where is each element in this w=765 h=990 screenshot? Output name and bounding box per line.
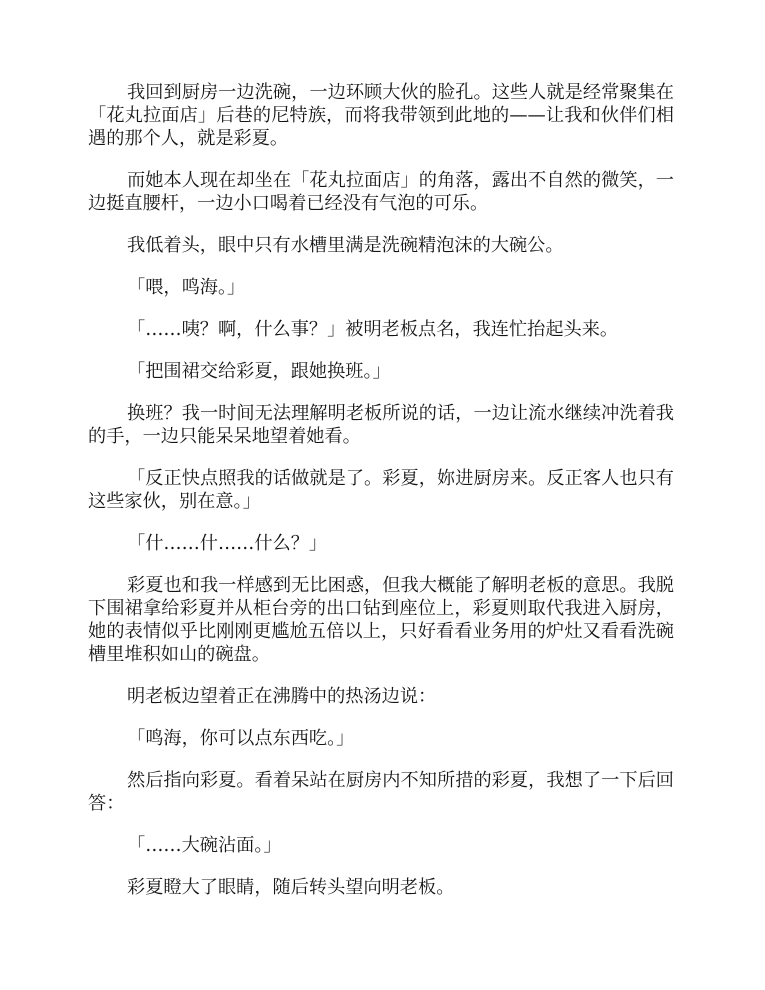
dialogue-line: 「什……什……什么？」: [127, 533, 328, 554]
dialogue-line: 「……大碗沾面。」: [127, 835, 282, 856]
dialogue-line: 「喂，鸣海。」: [127, 277, 246, 298]
paragraph: 明老板边望着正在沸腾中的热汤边说：: [127, 686, 437, 707]
dialogue-line: 「鸣海，你可以点东西吃。」: [127, 728, 355, 749]
document-page: [88, 81, 674, 918]
paragraph: 而她本人现在却坐在「花丸拉面店」的角落，露出不自然的微笑，一边挺直腰杆，一边小口喝着已经没有气泡的可乐。: [88, 170, 674, 214]
dialogue-line: 「……咦？啊，什么事？」被明老板点名，我连忙抬起头来。: [127, 319, 619, 340]
paragraph: 换班？我一时间无法理解明老板所说的话，一边让流水继续冲洗着我的手，一边只能呆呆地望着她看。: [88, 403, 674, 447]
paragraph: 彩夏也和我一样感到无比困惑，但我大概能了解明老板的意思。我脱下围裙拿给彩夏并从柜台旁的出口钻到座位上，彩夏则取代我进入厨房，她的表情似乎比刚刚更尴尬五倍以上，只好看看业务用的炉灶又看看洗碗槽里堆积如山的碗盘。: [88, 575, 674, 665]
paragraph: 我回到厨房一边洗碗，一边环顾大伙的脸孔。这些人就是经常聚集在「花丸拉面店」后巷的尼特族，而将我带领到此地的——让我和伙伴们相遇的那个人，就是彩夏。: [88, 82, 674, 149]
paragraph: 我低着头，眼中只有水槽里满是洗碗精泡沫的大碗公。: [127, 235, 564, 256]
dialogue-line: 「把围裙交给彩夏，跟她换班。」: [127, 361, 391, 382]
paragraph: 然后指向彩夏。看着呆站在厨房内不知所措的彩夏，我想了一下后回答：: [88, 770, 674, 814]
paragraph: 彩夏瞪大了眼睛，随后转头望向明老板。: [127, 877, 455, 898]
dialogue-line: 「反正快点照我的话做就是了。彩夏，妳进厨房来。反正客人也只有这些家伙，别在意。」: [88, 468, 674, 512]
